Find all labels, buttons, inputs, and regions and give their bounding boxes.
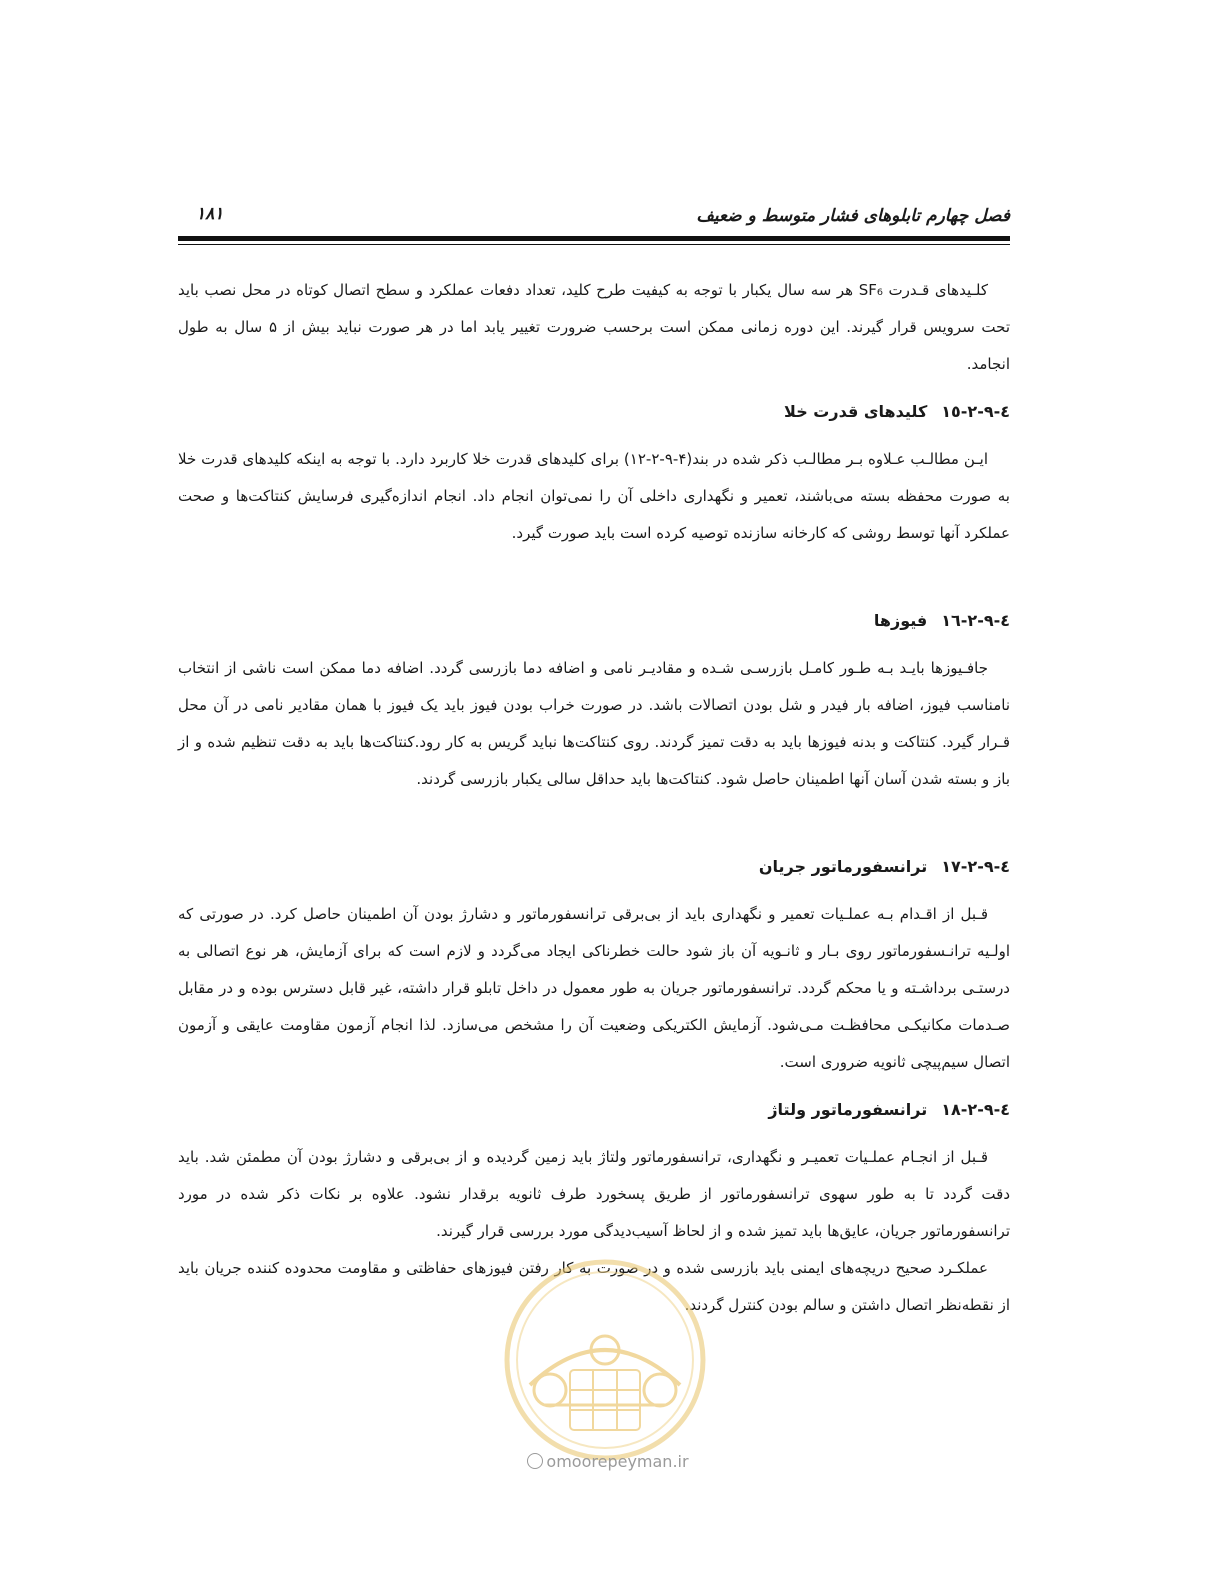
section-title: ترانسفورماتور جریان [758,857,928,876]
chapter-title: فصل چهارم تابلوهای فشار متوسط و ضعیف [696,206,1010,226]
paragraph-sf6-breakers: کلـیدهای قـدرت SF₆ هر سه سال یکبار با توجه به کیفیت طرح کلید، تعداد دفعات عملکرد و سطح اتصال کوتاه در محل نصب باید تحت سرویس قرار گیرند. این دوره زمانی ممکن است برحسب ضرورت تغییر یابد اما در هر صورت نباید بیش از ۵ سال به طول انجامد. [178,281,1010,373]
watermark-site [508,1452,708,1471]
running-header [178,200,1010,236]
section-title: فیوزها [873,611,928,630]
header-rule-thick [178,236,1010,241]
section-number: ٤-٩-٢-١٧ [941,857,1010,876]
section-heading-fuses [178,604,1010,638]
paragraph-vacuum-breakers: ایـن مطالـب عـلاوه بـر مطالـب ذکر شده در بند(۴-۹-۲-۱۲) برای کلیدهای قدرت خلا کاربرد دارد. با توجه به اینکه کلیدهای قدرت خلا به صورت محفظه بسته می‌باشند، تعمیر و نگهداری داخلی آن را نمی‌توان انجام داد. انجام اندازه‌گیری فرسایش کنتاکت‌ها و صحت عملکرد آنها توسط روشی که کارخانه سازنده توصیه کرده است باید صورت گیرد. [178,450,1010,542]
section-heading-vacuum-breakers [178,395,1010,429]
watermark-logo [500,1255,710,1465]
section-number: ٤-٩-٢-١٦ [941,611,1010,630]
body-content [178,272,1010,1324]
section-title: کلیدهای قدرت خلا [784,402,928,421]
section-heading-current-transformer [178,850,1010,884]
globe-icon [527,1453,543,1469]
section-number: ٤-٩-٢-١٨ [941,1100,1010,1119]
paragraph-current-transformer: قـبل از اقـدام بـه عملـیات تعمیر و نگهداری باید از بی‌برقی ترانسفورماتور و دشارژ بودن آن اطمینان حاصل کرد. در صورتی که اولـیه ترانـسفورماتور روی بـار و ثانـویه آن باز شود حالت خطرناکی ایجاد می‌گردد و لازم است که برای آزمایش، هر نوع اتصالی به درستـی برداشـته و یا محکم گردد. ترانسفورماتور جریان به طور معمول در داخل تابلو قرار داشته، غیر قابل دسترس بوده و در مقابل صـدمات مکانیکـی محافظـت مـی‌شود. آزمایش الکتریکی وضعیت آن را مشخص می‌سازد. لذا انجام آزمون مقاومت عایقی و آزمون اتصال سیم‌پیچی ثانویه ضروری است. [178,905,1010,1071]
section-number: ٤-٩-٢-١٥ [941,402,1010,421]
paragraph-safety-shutters: عملکـرد صحیح دریچه‌های ایمنی باید بازرسی شده و در صورت به کار رفتن فیوزهای حفاظتی و مقاومت محدوده کننده جریان باید از نقطه‌نظر اتصال داشتن و سالم بودن کنترل گردند. [178,1259,1010,1314]
paragraph-voltage-transformer: قـبل از انجـام عملـیات تعمیـر و نگهداری، ترانسفورماتور ولتاژ باید زمین گردیده و از بی‌برقی و دشارژ بودن آن مطمئن شد. باید دقت گردد تا به طور سهوی ترانسفورماتور از طریق پسخورد طرف ثانویه برقدار نشود. علاوه بر نکات ذکر شده در مورد ترانسفورماتور جریان، عایق‌ها باید تمیز شده و از لحاظ آسیب‌دیدگی مورد بررسی قرار گیرند. [178,1148,1010,1240]
watermark-url: omoorepeyman.ir [546,1452,689,1471]
section-heading-voltage-transformer [178,1093,1010,1127]
header-rule-thin [178,244,1010,245]
page-number: ۱۸۱ [196,204,224,224]
paragraph-fuses: جافـیوزها بایـد بـه طـور کامـل بازرسـی شـده و مقادیـر نامی و اضافه دما بازرسی گردد. اضافه دما ممکن است ناشی از انتخاب نامناسب فیوز، اضافه بار فیدر و شل بودن اتصالات باشد. در صورت خراب بودن فیوز باید یک فیوز با همان مقادیر نامی در آن محل قـرار گیرد. کنتاکت و بدنه فیوزها باید به دقت تمیز گردند. روی کنتاکت‌ها نباید گریس به کار رود.کنتاکت‌ها باید به دقت تنظیم شده و از باز و بسته شدن آسان آنها اطمینان حاصل شود. کنتاکت‌ها باید حداقل سالی یکبار بازرسی گردند. [178,659,1010,788]
section-title: ترانسفورماتور ولتاژ [768,1100,928,1119]
